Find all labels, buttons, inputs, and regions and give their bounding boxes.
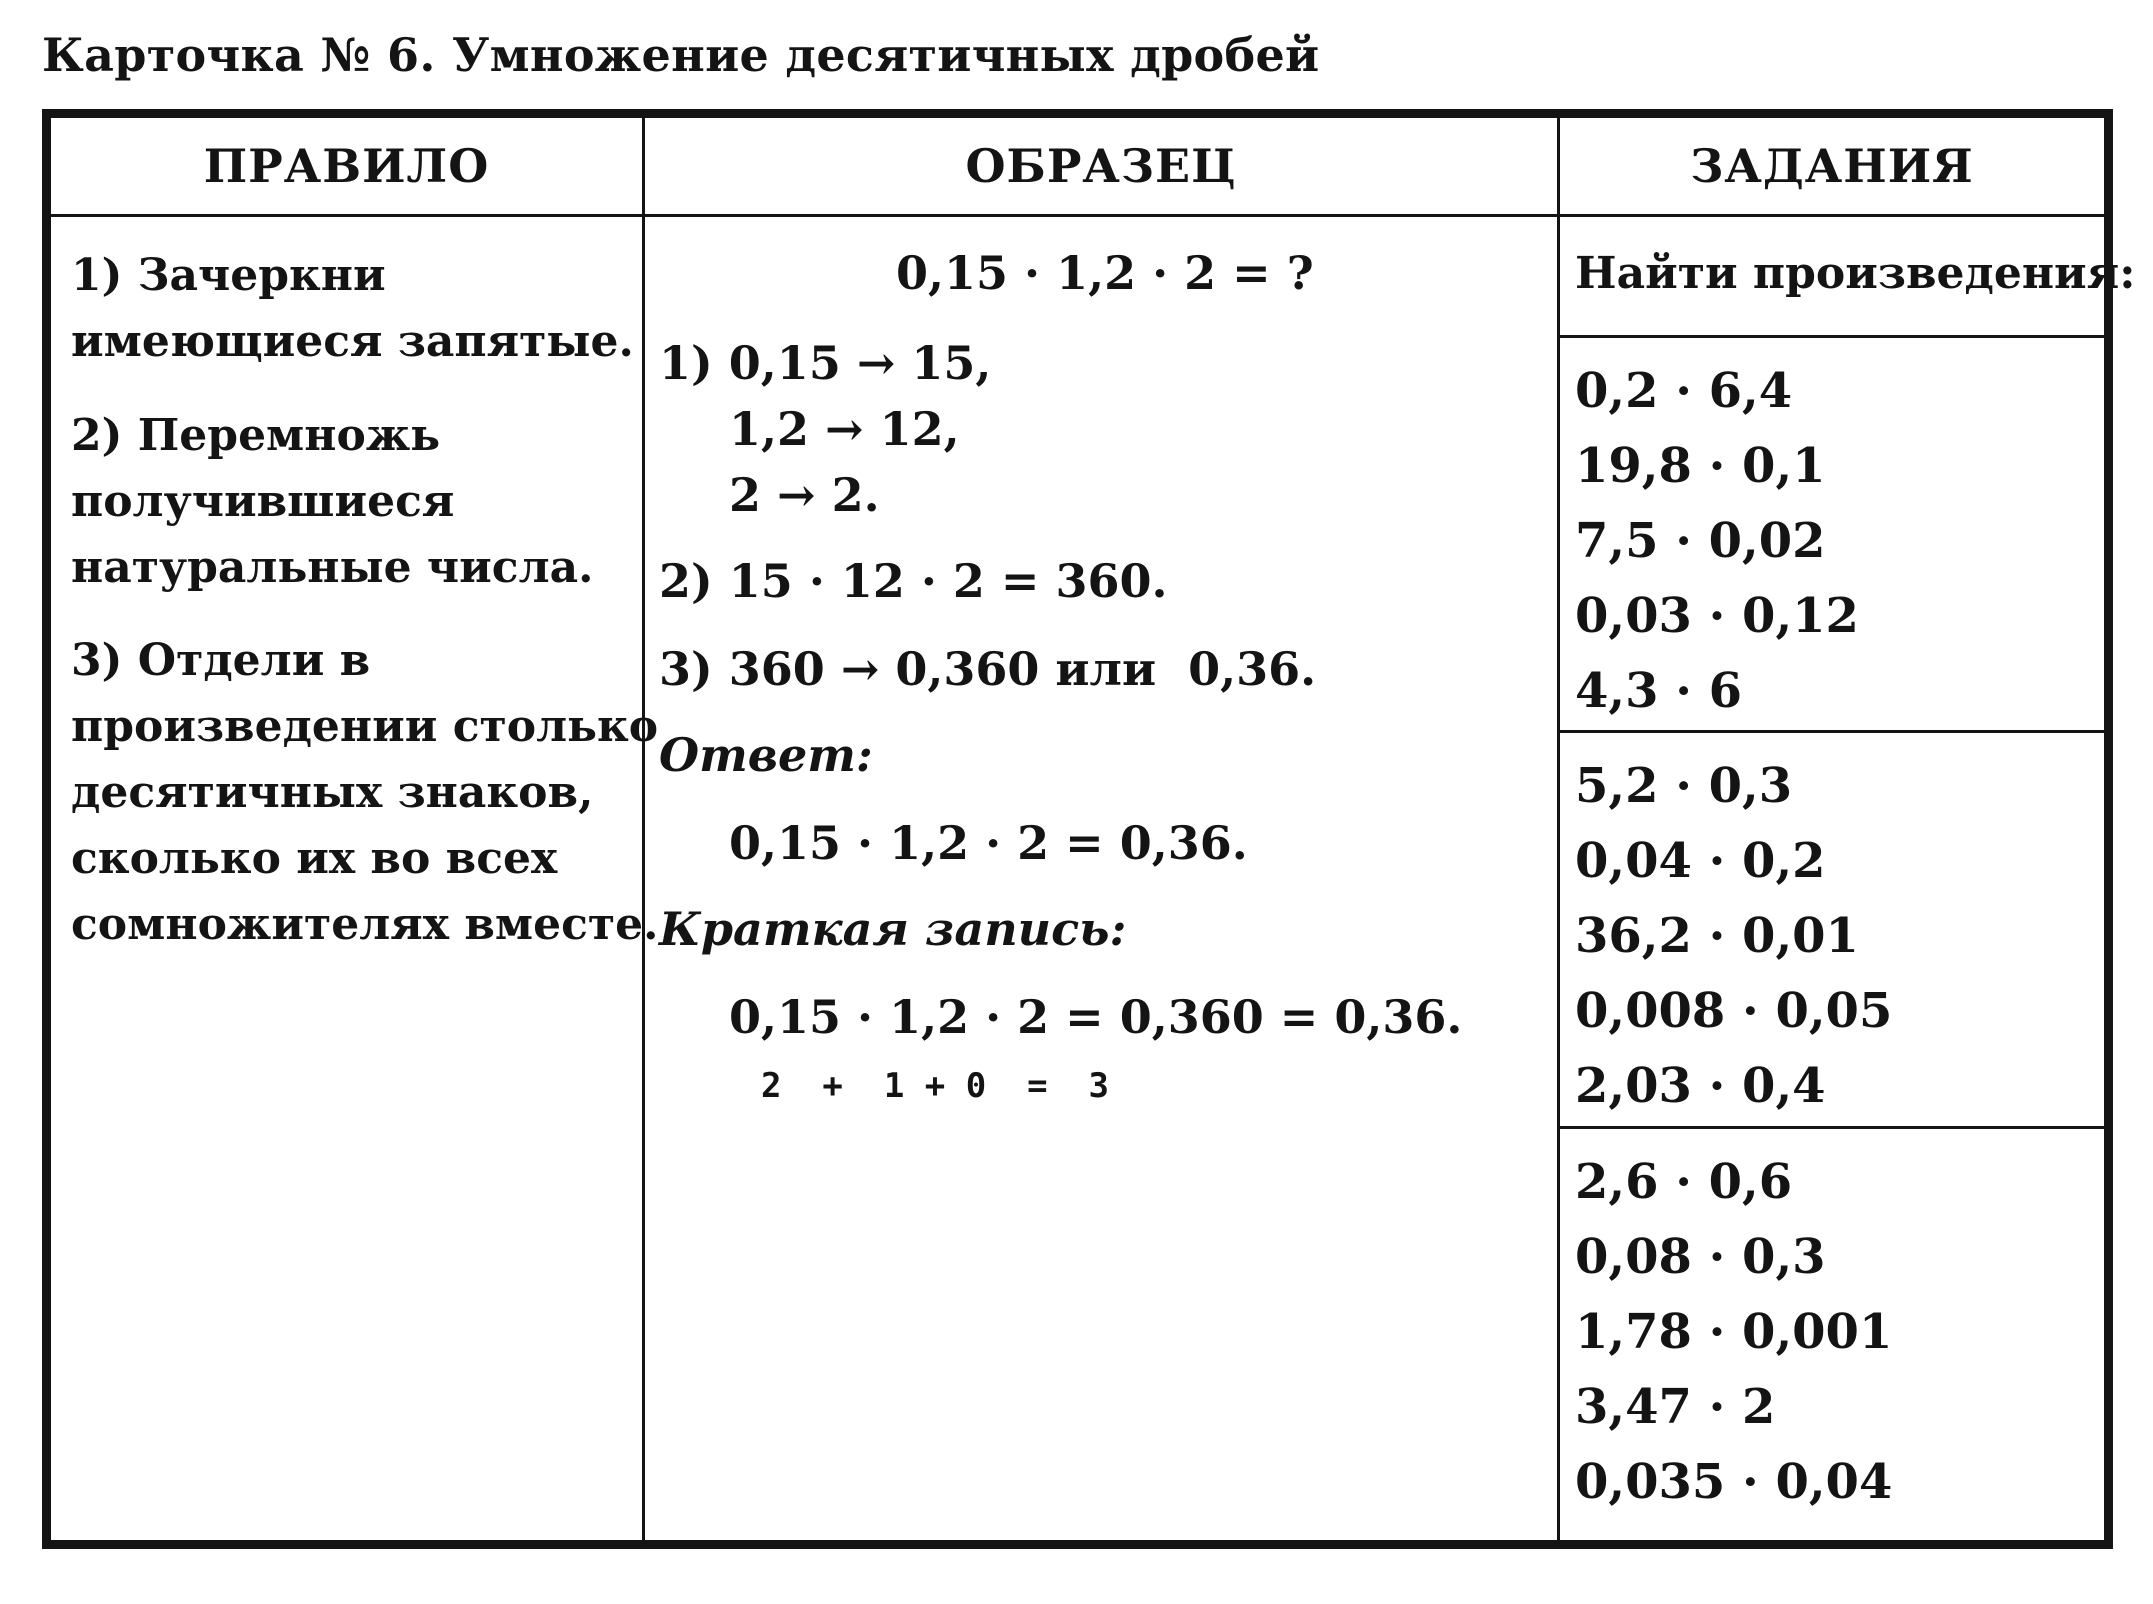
sample-answer-label: Ответ:: [659, 728, 873, 782]
tasks-divider-3: [1557, 1126, 2104, 1129]
sample-step-1c: 2 → 2.: [729, 468, 880, 522]
sample-short-record: 0,15 · 1,2 · 2 = 0,360 = 0,36.: [729, 990, 1463, 1044]
header-divider: [51, 214, 2104, 217]
task-item: 0,08 · 0,3: [1575, 1229, 1826, 1285]
task-item: 4,3 · 6: [1575, 663, 1743, 719]
card-table: [42, 109, 2136, 1549]
tasks-divider-1: [1557, 335, 2104, 338]
task-item: 3,47 · 2: [1575, 1379, 1776, 1435]
sample-problem: 0,15 · 1,2 · 2 = ?: [896, 246, 1314, 300]
task-item: 0,2 · 6,4: [1575, 363, 1793, 419]
header-tasks: ЗАДАНИЯ: [1690, 139, 1974, 193]
sample-step-1b: 1,2 → 12,: [729, 402, 960, 456]
tasks-instruction: Найти произведения:: [1575, 248, 2136, 299]
sample-short-label: Краткая запись:: [659, 902, 1127, 956]
sample-step-1a: 1) 0,15 → 15,: [659, 336, 992, 390]
column-divider-2: [1557, 118, 1560, 1540]
task-item: 0,03 · 0,12: [1575, 588, 1859, 644]
task-item: 2,6 · 0,6: [1575, 1154, 1793, 1210]
task-item: 0,035 · 0,04: [1575, 1454, 1893, 1510]
task-item: 36,2 · 0,01: [1575, 908, 1859, 964]
header-rule: ПРАВИЛО: [203, 139, 490, 193]
task-item: 1,78 · 0,001: [1575, 1304, 1893, 1360]
task-item: 0,008 · 0,05: [1575, 983, 1893, 1039]
sample-decimal-count: 2 + 1 + 0 = 3: [761, 1066, 1109, 1106]
tasks-divider-2: [1557, 730, 2104, 733]
task-item: 5,2 · 0,3: [1575, 758, 1793, 814]
sample-step-2: 2) 15 · 12 · 2 = 360.: [659, 554, 1168, 608]
task-item: 19,8 · 0,1: [1575, 438, 1826, 494]
task-item: 2,03 · 0,4: [1575, 1058, 1826, 1114]
rule-step-1: 1) Зачеркни имеющиеся запятые.: [71, 250, 634, 367]
sample-step-3: 3) 360 → 0,360 или 0,36.: [659, 642, 1317, 696]
rule-step-3: 3) Отдели в произведении столько десятичных знаков, сколько их во всех сомножителях вместе.: [71, 635, 659, 950]
rule-step-2: 2) Перемножь получившиеся натуральные числа.: [71, 410, 594, 593]
card-title: Карточка № 6. Умножение десятичных дробей: [42, 28, 1320, 82]
task-item: 7,5 · 0,02: [1575, 513, 1826, 569]
sample-answer: 0,15 · 1,2 · 2 = 0,36.: [729, 816, 1248, 870]
header-sample: ОБРАЗЕЦ: [965, 139, 1237, 193]
task-item: 0,04 · 0,2: [1575, 833, 1826, 889]
